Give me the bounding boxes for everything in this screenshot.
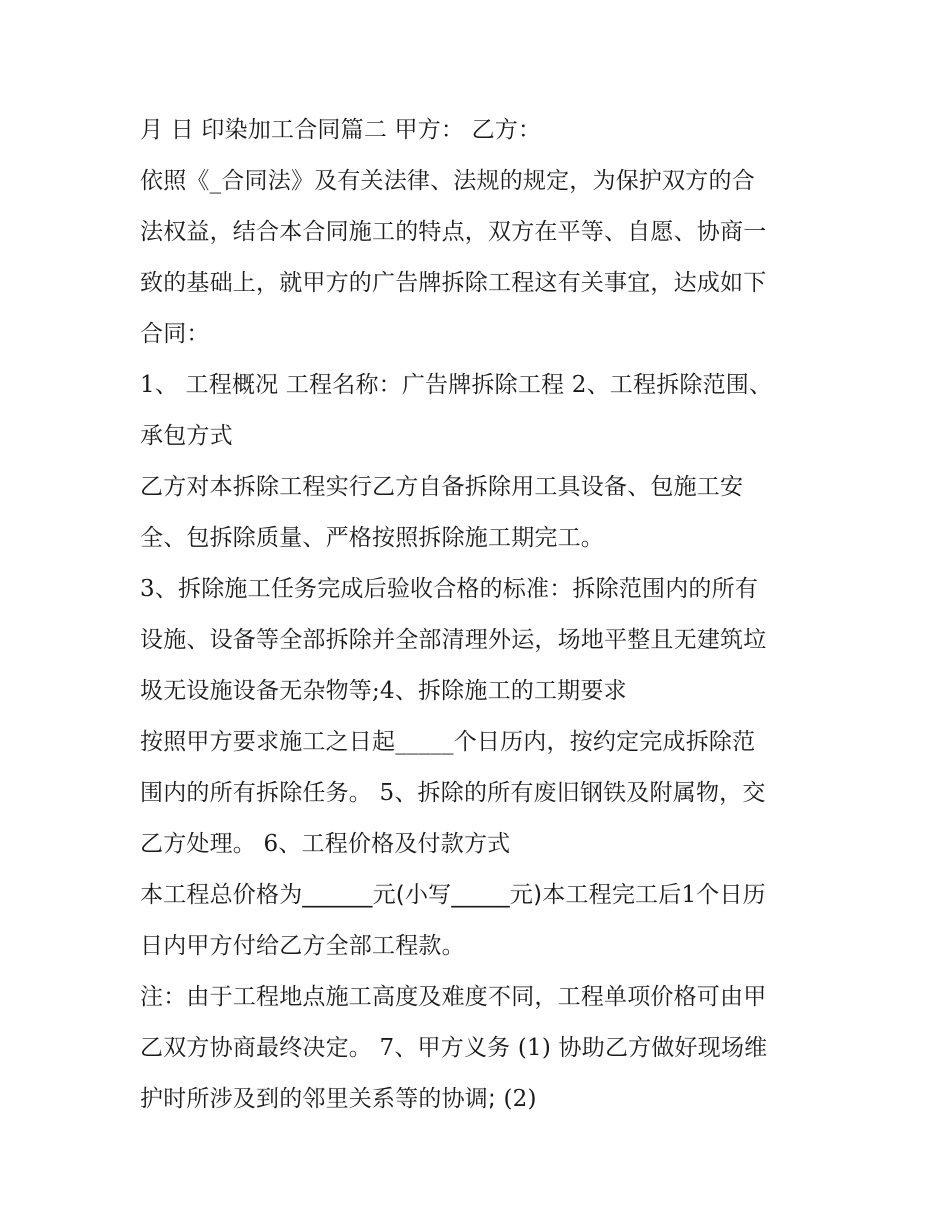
- text-line: [140, 1073, 820, 1124]
- text-line: [140, 869, 820, 920]
- text-line: [140, 512, 820, 563]
- text-segment: 护时所涉及到的邻里关系等的协调;: [140, 1086, 496, 1112]
- text-segment: 乙方对本拆除工程实行乙方自备拆除用工具设备、包施工安: [140, 474, 744, 500]
- text-line: [140, 920, 820, 971]
- text-segment: (2): [495, 1086, 537, 1112]
- text-line: [140, 206, 820, 257]
- text-segment: 3、拆除施工任务完成后验收合格的标准：拆除范围内的所有: [140, 576, 759, 602]
- text-line: [140, 614, 820, 665]
- text-line: [140, 716, 820, 767]
- text-segment: 围内的所有拆除任务。 5、拆除的所有废旧钢铁及附属物，交: [140, 780, 766, 806]
- text-line: [140, 563, 820, 614]
- text-segment: 乙双方协商最终决定。 7、甲方义务 (1): [140, 1035, 559, 1061]
- text-segment: 全、包拆除质量、严格按照拆除施工期完工。: [140, 525, 604, 551]
- text-segment: 按照甲方要求施工之日起_____个日历内，按约定完成拆除范: [140, 729, 756, 755]
- text-segment: 日内甲方付给乙方全部工程款。: [140, 933, 465, 959]
- text-line: [140, 971, 820, 1022]
- text-line: [140, 818, 820, 869]
- text-segment: 协助乙方做好现场维: [558, 1035, 768, 1061]
- text-line: [140, 410, 820, 461]
- text-line: [140, 308, 820, 359]
- text-segment: 法权益，结合本合同施工的特点，双方在平等、自愿、协商一: [140, 219, 767, 245]
- text-line: [140, 155, 820, 206]
- text-segment: 乙方处理。 6、工程价格及付款方式: [140, 831, 511, 857]
- text-segment: 合同：: [140, 321, 210, 347]
- text-line: [140, 461, 820, 512]
- text-line: [140, 1022, 820, 1073]
- document-body: [140, 104, 820, 1124]
- text-segment: 注：由于工程地点施工高度及难度不同，工程单项价格可由甲: [140, 984, 767, 1010]
- text-segment: 1、 工程概况 工程名称：广告牌拆除工程 2、工程拆除范围、: [140, 372, 773, 398]
- text-segment: 承包方式: [140, 423, 233, 449]
- text-line: [140, 257, 820, 308]
- text-segment: 圾无设施设备无杂物等;4、拆除施工的工期要求: [140, 678, 627, 704]
- text-segment: 设施、设备等全部拆除并全部清理外运，场地平整且无建筑垃: [140, 627, 767, 653]
- text-segment: 依照《_合同法》及有关法律、法规的规定，为保护双方的合: [140, 168, 755, 194]
- text-segment: 本工程总价格为______元(小写_____元)本工程完工后: [140, 882, 682, 908]
- text-line: [140, 104, 820, 155]
- text-segment: 1个日历: [681, 882, 766, 908]
- text-segment: 月 日 印染加工合同篇二 甲方： 乙方：: [140, 117, 542, 143]
- text-line: [140, 359, 820, 410]
- text-line: [140, 665, 820, 716]
- text-line: [140, 767, 820, 818]
- text-segment: 致的基础上，就甲方的广告牌拆除工程这有关事宜，达成如下: [140, 270, 767, 296]
